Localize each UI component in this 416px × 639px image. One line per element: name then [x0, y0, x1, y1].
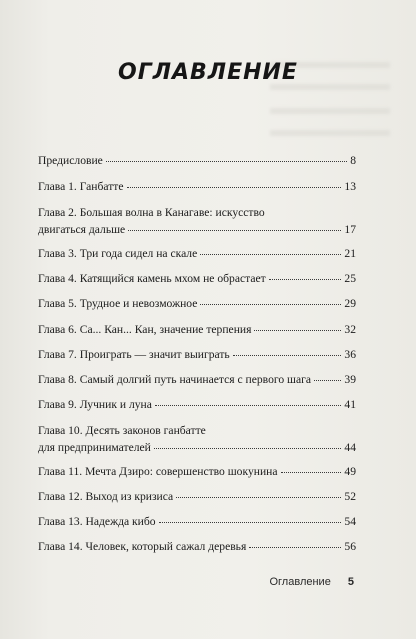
- toc-entry[interactable]: [38, 372, 356, 387]
- entry-page-number: 41: [344, 398, 356, 411]
- toc-entry[interactable]: [38, 423, 356, 455]
- entry-page-number: 17: [344, 223, 356, 236]
- dot-leader: [314, 379, 341, 381]
- toc-entry[interactable]: [38, 464, 356, 479]
- bleed-through: [270, 108, 390, 114]
- entry-title-line1: Глава 10. Десять законов ганбатте: [38, 424, 206, 437]
- entry-page-number: 39: [344, 373, 356, 386]
- toc-entry[interactable]: [38, 539, 356, 554]
- dot-leader: [128, 229, 341, 231]
- footer-label: Оглавление: [269, 576, 331, 588]
- entry-page-number: 13: [344, 180, 356, 193]
- toc-entry[interactable]: [38, 246, 356, 261]
- dot-leader: [106, 160, 347, 162]
- entry-title-line1: Глава 2. Большая волна в Канагаве: искусство: [38, 206, 265, 219]
- entry-page-number: 21: [344, 247, 356, 260]
- entry-page-number: 8: [350, 154, 356, 167]
- toc-entry[interactable]: [38, 322, 356, 337]
- entry-title: Глава 3. Три года сидел на скале: [38, 247, 198, 260]
- entry-title: Глава 4. Катящийся камень мхом не обрастает: [38, 272, 266, 285]
- entry-title: Предисловие: [38, 154, 103, 167]
- dot-leader: [155, 404, 342, 406]
- entry-page-number: 32: [344, 323, 356, 336]
- entry-title: Глава 14. Человек, который сажал деревья: [38, 540, 247, 553]
- entry-title: для предпринимателей: [38, 441, 151, 454]
- running-footer: [269, 576, 354, 588]
- entry-title: Глава 6. Са... Кан... Кан, значение терпения: [38, 323, 252, 336]
- toc-entry[interactable]: [38, 153, 356, 168]
- entry-page-number: 25: [344, 272, 356, 285]
- entry-title: Глава 8. Самый долгий путь начинается с первого шага: [38, 373, 311, 386]
- entry-page-number: 29: [344, 297, 356, 310]
- entry-title: Глава 9. Лучник и луна: [38, 398, 152, 411]
- page-title: ОГЛАВЛЕНИЕ: [118, 60, 298, 85]
- entry-title: двигаться дальше: [38, 223, 126, 236]
- entry-page-number: 36: [344, 348, 356, 361]
- entry-title: Глава 11. Мечта Дзиро: совершенство шокунина: [38, 465, 278, 478]
- entry-page-number: 44: [344, 441, 356, 454]
- dot-leader: [127, 186, 342, 188]
- dot-leader: [233, 354, 342, 356]
- toc-entry[interactable]: [38, 514, 356, 529]
- dot-leader: [200, 303, 341, 305]
- entry-title: Глава 5. Трудное и невозможное: [38, 297, 198, 310]
- entry-title: Глава 7. Проиграть — значит выиграть: [38, 348, 230, 361]
- footer-page-number: 5: [347, 576, 354, 588]
- dot-leader: [200, 253, 341, 255]
- entry-title: Глава 13. Надежда кибо: [38, 515, 156, 528]
- dot-leader: [159, 521, 342, 523]
- entry-title: Глава 1. Ганбатте: [38, 180, 124, 193]
- toc-entry[interactable]: [38, 347, 356, 362]
- bleed-through: [270, 130, 390, 136]
- dot-leader: [154, 447, 342, 449]
- dot-leader: [176, 496, 341, 498]
- toc-entry[interactable]: [38, 271, 356, 286]
- dot-leader: [249, 546, 341, 548]
- entry-page-number: 52: [344, 490, 356, 503]
- dot-leader: [269, 278, 342, 280]
- entry-page-number: 49: [344, 465, 356, 478]
- toc-entry[interactable]: [38, 489, 356, 504]
- dot-leader: [254, 329, 341, 331]
- toc-entry[interactable]: [38, 397, 356, 412]
- dot-leader: [281, 471, 342, 473]
- toc-entry[interactable]: [38, 296, 356, 311]
- entry-page-number: 56: [344, 540, 356, 553]
- entry-title: Глава 12. Выход из кризиса: [38, 490, 174, 503]
- entry-page-number: 54: [344, 515, 356, 528]
- toc-entry[interactable]: [38, 179, 356, 194]
- toc-entry[interactable]: [38, 205, 356, 237]
